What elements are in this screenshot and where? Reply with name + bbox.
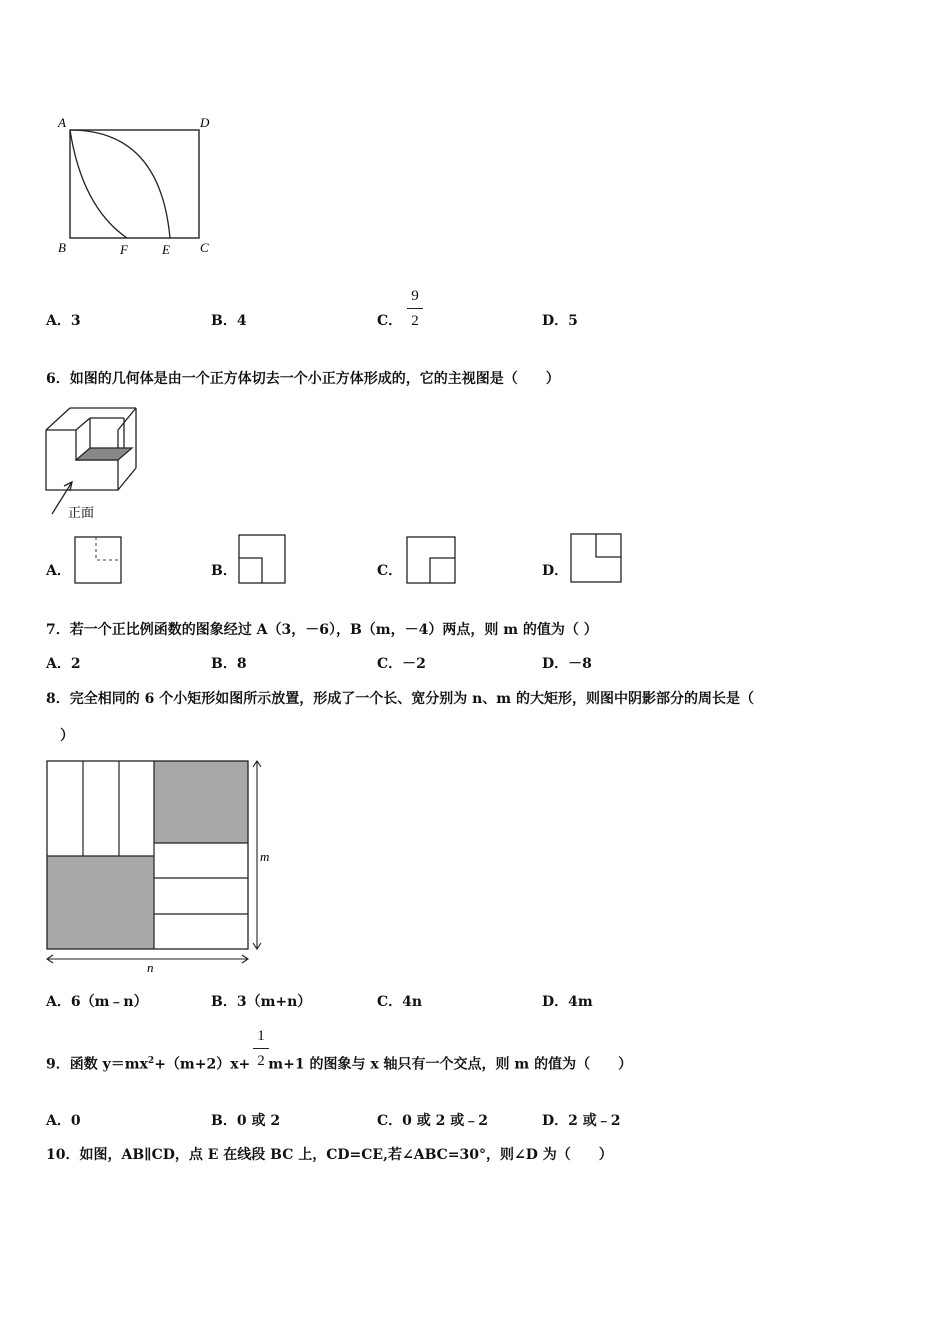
fraction-denominator: 2 — [257, 1053, 265, 1069]
q9-option-b[interactable]: B．0 或 2 — [211, 1113, 281, 1129]
q8-stem-line1: 8．完全相同的 6 个小矩形如图所示放置，形成了一个长、宽分别为 n、m 的大矩形，则图中阴影部分的周长是（ — [46, 691, 754, 707]
q7-option-c[interactable]: C．－2 — [377, 656, 426, 672]
q6-option-d-view — [570, 533, 622, 583]
point-e-label: E — [162, 242, 170, 257]
q6-solid-figure — [40, 402, 150, 522]
q8-figure — [40, 754, 280, 976]
fraction-denominator: 2 — [411, 313, 419, 329]
q8-option-c[interactable]: C．4n — [377, 994, 423, 1010]
label-m: m — [260, 849, 270, 864]
q9-fraction — [253, 1027, 269, 1070]
q6-option-c-view — [406, 536, 456, 584]
q7-option-a[interactable]: A．2 — [46, 656, 81, 672]
q8-option-d[interactable]: D．4m — [542, 994, 593, 1010]
q5-figure — [52, 112, 232, 262]
q7-option-b[interactable]: B．8 — [211, 656, 247, 672]
q9-option-a[interactable]: A．0 — [46, 1113, 81, 1129]
shaded-rect-bottom-left — [47, 856, 154, 949]
q6-option-b-view — [238, 534, 286, 584]
q6-option-a[interactable]: A． — [46, 563, 71, 579]
q6-option-a-view — [74, 536, 122, 584]
arc-af — [70, 130, 127, 238]
point-f-label: F — [120, 242, 128, 257]
point-c-label: C — [200, 240, 209, 255]
q8-option-a[interactable]: A．6（m﹣n） — [46, 994, 148, 1010]
q5-option-c[interactable]: C． — [377, 313, 403, 329]
q7-stem: 7．若一个正比例函数的图象经过 A（3，－6），B（m，－4）两点，则 m 的值为（ ） — [46, 622, 598, 638]
q8-option-b[interactable]: B．3（m+n） — [211, 994, 312, 1010]
point-d-label: D — [200, 115, 210, 130]
q6-option-d[interactable]: D． — [542, 563, 569, 579]
q5-option-c-fraction — [407, 287, 423, 330]
q6-option-c[interactable]: C． — [377, 563, 403, 579]
q9-option-c[interactable]: C．0 或 2 或﹣2 — [377, 1113, 488, 1129]
q5-option-b[interactable]: B．4 — [211, 313, 247, 329]
q9-option-d[interactable]: D．2 或﹣2 — [542, 1113, 621, 1129]
q10-stem: 10．如图，AB∥CD，点 E 在线段 BC 上，CD=CE,若∠ABC=30°，则∠D 为（ ） — [46, 1147, 613, 1163]
fraction-numerator: 9 — [411, 288, 419, 304]
q9-stem: 9．函数 $y=mx^2+(m+2)x+ m+1$ 的图象与 x 轴只有一个交点，则 m 的值为（ ） — [46, 1056, 633, 1073]
point-a-label: A — [58, 115, 66, 130]
q7-option-d[interactable]: D．－8 — [542, 656, 592, 672]
q6-stem: 6．如图的几何体是由一个正方体切去一个小正方体形成的，它的主视图是（ ） — [46, 371, 560, 387]
shaded-rect-top-right — [154, 761, 248, 843]
rectangle-abcd — [70, 130, 199, 238]
point-b-label: B — [58, 240, 66, 255]
q6-option-b[interactable]: B． — [211, 563, 237, 579]
label-n: n — [147, 960, 154, 975]
q5-option-a[interactable]: A．3 — [46, 313, 81, 329]
front-label: 正面 — [68, 506, 95, 521]
fraction-numerator: 1 — [257, 1028, 265, 1044]
q8-stem-line2: ） — [60, 728, 74, 744]
q5-option-d[interactable]: D．5 — [542, 313, 578, 329]
